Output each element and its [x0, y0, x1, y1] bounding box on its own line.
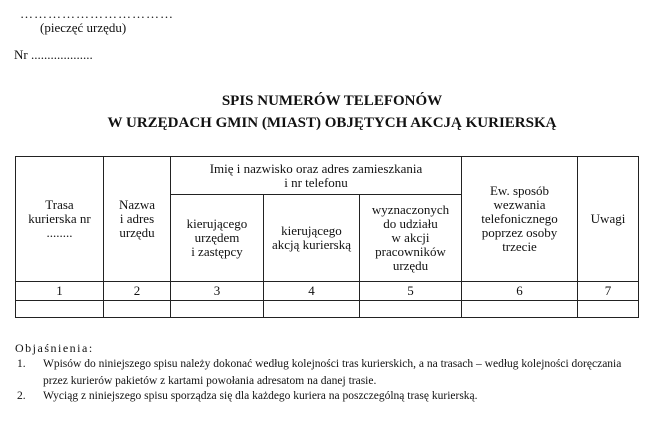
column-number: 2 [104, 282, 171, 301]
column-number: 6 [462, 282, 578, 301]
column-number: 7 [578, 282, 639, 301]
column-number: 1 [16, 282, 104, 301]
col-header-alternative-contact: Ew. sposób wezwania telefonicznego poprzez osoby trzecie [462, 157, 578, 282]
note-item-1-continuation: przez kurierów pakietów z kartami powołania adresatom na danej trasie. [43, 375, 377, 387]
empty-cell [264, 301, 360, 318]
empty-cell [16, 301, 104, 318]
note-text: Wpisów do niniejszego spisu należy dokonać według kolejności tras kurierskich, a na trasach – według kolejności doręczania [43, 358, 622, 370]
column-number: 4 [264, 282, 360, 301]
empty-cell [171, 301, 264, 318]
col-header-office-head: kierującego urzędem i zastępcy [171, 195, 264, 282]
col-header-office: Nazwa i adres urzędu [104, 157, 171, 282]
document-number: Nr ................... [14, 47, 93, 62]
column-number: 5 [360, 282, 462, 301]
col-header-route: Trasa kurierska nr ........ [16, 157, 104, 282]
column-number: 3 [171, 282, 264, 301]
note-index: 1. [17, 358, 26, 370]
empty-cell [360, 301, 462, 318]
empty-cell [462, 301, 578, 318]
stamp-dotted-line: …………………………… [20, 6, 174, 21]
office-stamp-label: (pieczęć urzędu) [40, 20, 127, 35]
note-text: Wyciąg z niniejszego spisu sporządza się dla każdego kuriera na poszczególną trasę kurierską. [43, 390, 478, 402]
note-item-2 [17, 390, 478, 402]
note-index: 2. [17, 390, 26, 402]
empty-cell [104, 301, 171, 318]
document-title-line-1: SPIS NUMERÓW TELEFONÓW [221, 93, 443, 109]
col-header-courier-lead: kierującego akcją kurierską [264, 195, 360, 282]
note-item-1 [17, 358, 621, 370]
document-title-line-2: W URZĘDACH GMIN (MIAST) OBJĘTYCH AKCJĄ KURIERSKĄ [107, 115, 557, 131]
col-header-remarks: Uwagi [578, 157, 639, 282]
col-header-designated-staff: wyznaczonych do udziału w akcji pracowników urzędu [360, 195, 462, 282]
notes-heading: Objaśnienia: [15, 341, 94, 355]
col-group-header-persons: Imię i nazwisko oraz adres zamieszkania i nr telefonu [171, 157, 462, 195]
phone-list-table [15, 156, 639, 318]
empty-cell [578, 301, 639, 318]
